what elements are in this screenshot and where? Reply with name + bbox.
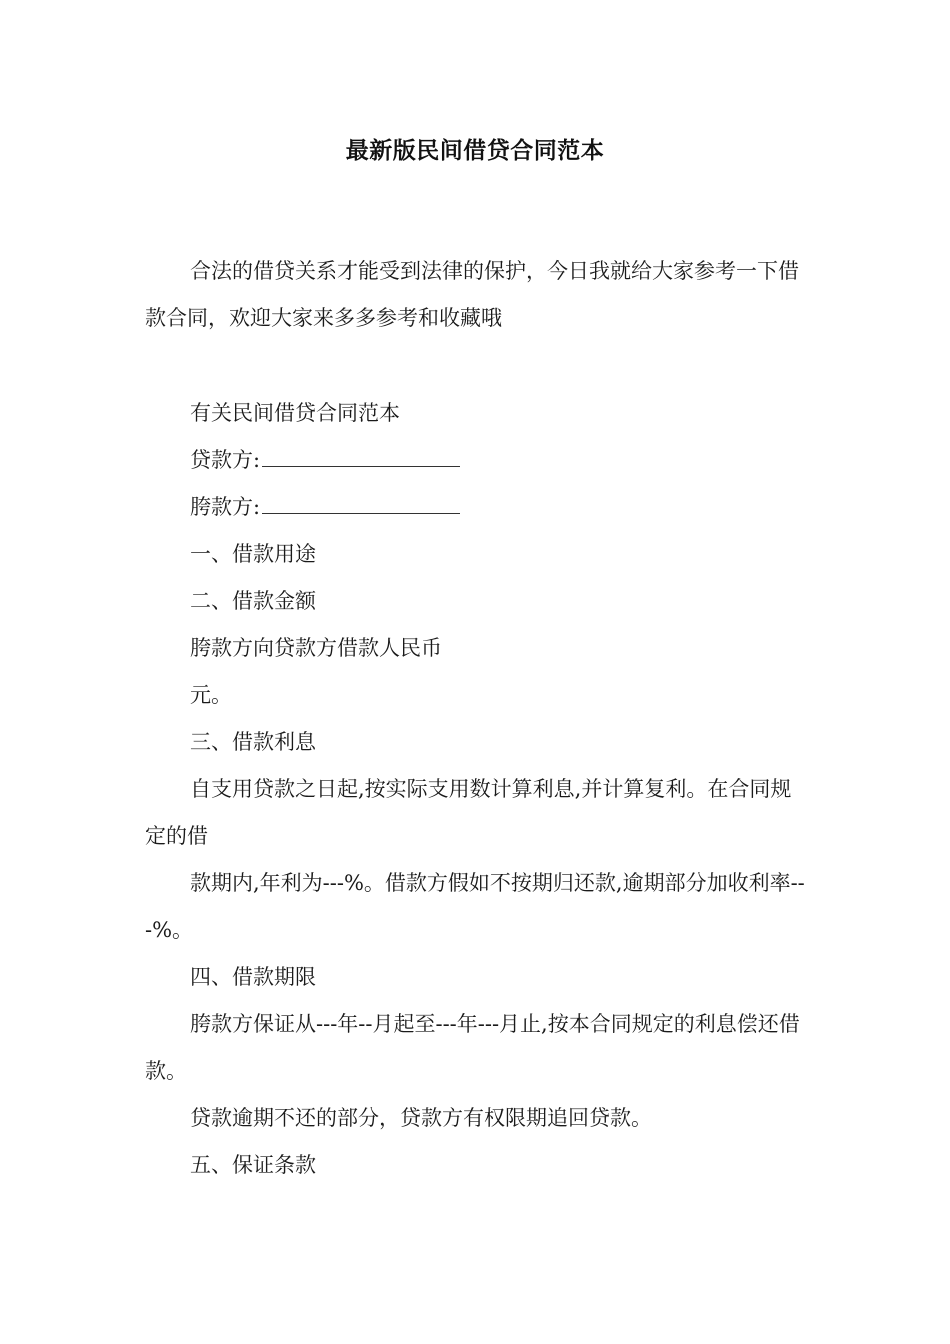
section-2-text-2: 元。 (190, 683, 232, 707)
section-2-text-1: 胯款方向贷款方借款人民币 (190, 636, 442, 660)
section-heading-3: 三、借款利息 (190, 730, 316, 754)
section-3-text-1: 自支用贷款之日起,按实际支用数计算利息,并计算复利。在合同规定的借 (145, 777, 792, 848)
section-heading-2: 二、借款金额 (190, 589, 316, 613)
subtitle-paragraph: 有关民间借贷合同范本 (190, 401, 400, 425)
section-4-text-1: 胯款方保证从---年--月起至---年---月止,按本合同规定的利息偿还借款。 (145, 1012, 800, 1083)
section-heading-4: 四、借款期限 (190, 965, 316, 989)
document-body (145, 248, 810, 1189)
borrower-blank-line (262, 512, 460, 514)
document-title: 最新版民间借贷合同范本 (345, 138, 605, 164)
borrower-field (145, 484, 810, 531)
borrower-label: 胯款方: (190, 495, 261, 519)
section-heading-5: 五、保证条款 (190, 1153, 316, 1177)
lender-label: 贷款方: (190, 448, 261, 472)
intro-paragraph: 合法的借贷关系才能受到法律的保护，今日我就给大家参考一下借款合同，欢迎大家来多多参考和收藏哦 (145, 259, 799, 330)
paragraph-gap (145, 342, 810, 390)
lender-field (145, 437, 810, 484)
section-3-text-2: 款期内,年利为---%。借款方假如不按期归还款,逾期部分加收利率---%。 (145, 871, 805, 942)
section-4-text-2: 贷款逾期不还的部分，贷款方有权限期追回贷款。 (190, 1106, 652, 1130)
lender-blank-line (262, 465, 460, 467)
section-heading-1: 一、借款用途 (190, 542, 316, 566)
